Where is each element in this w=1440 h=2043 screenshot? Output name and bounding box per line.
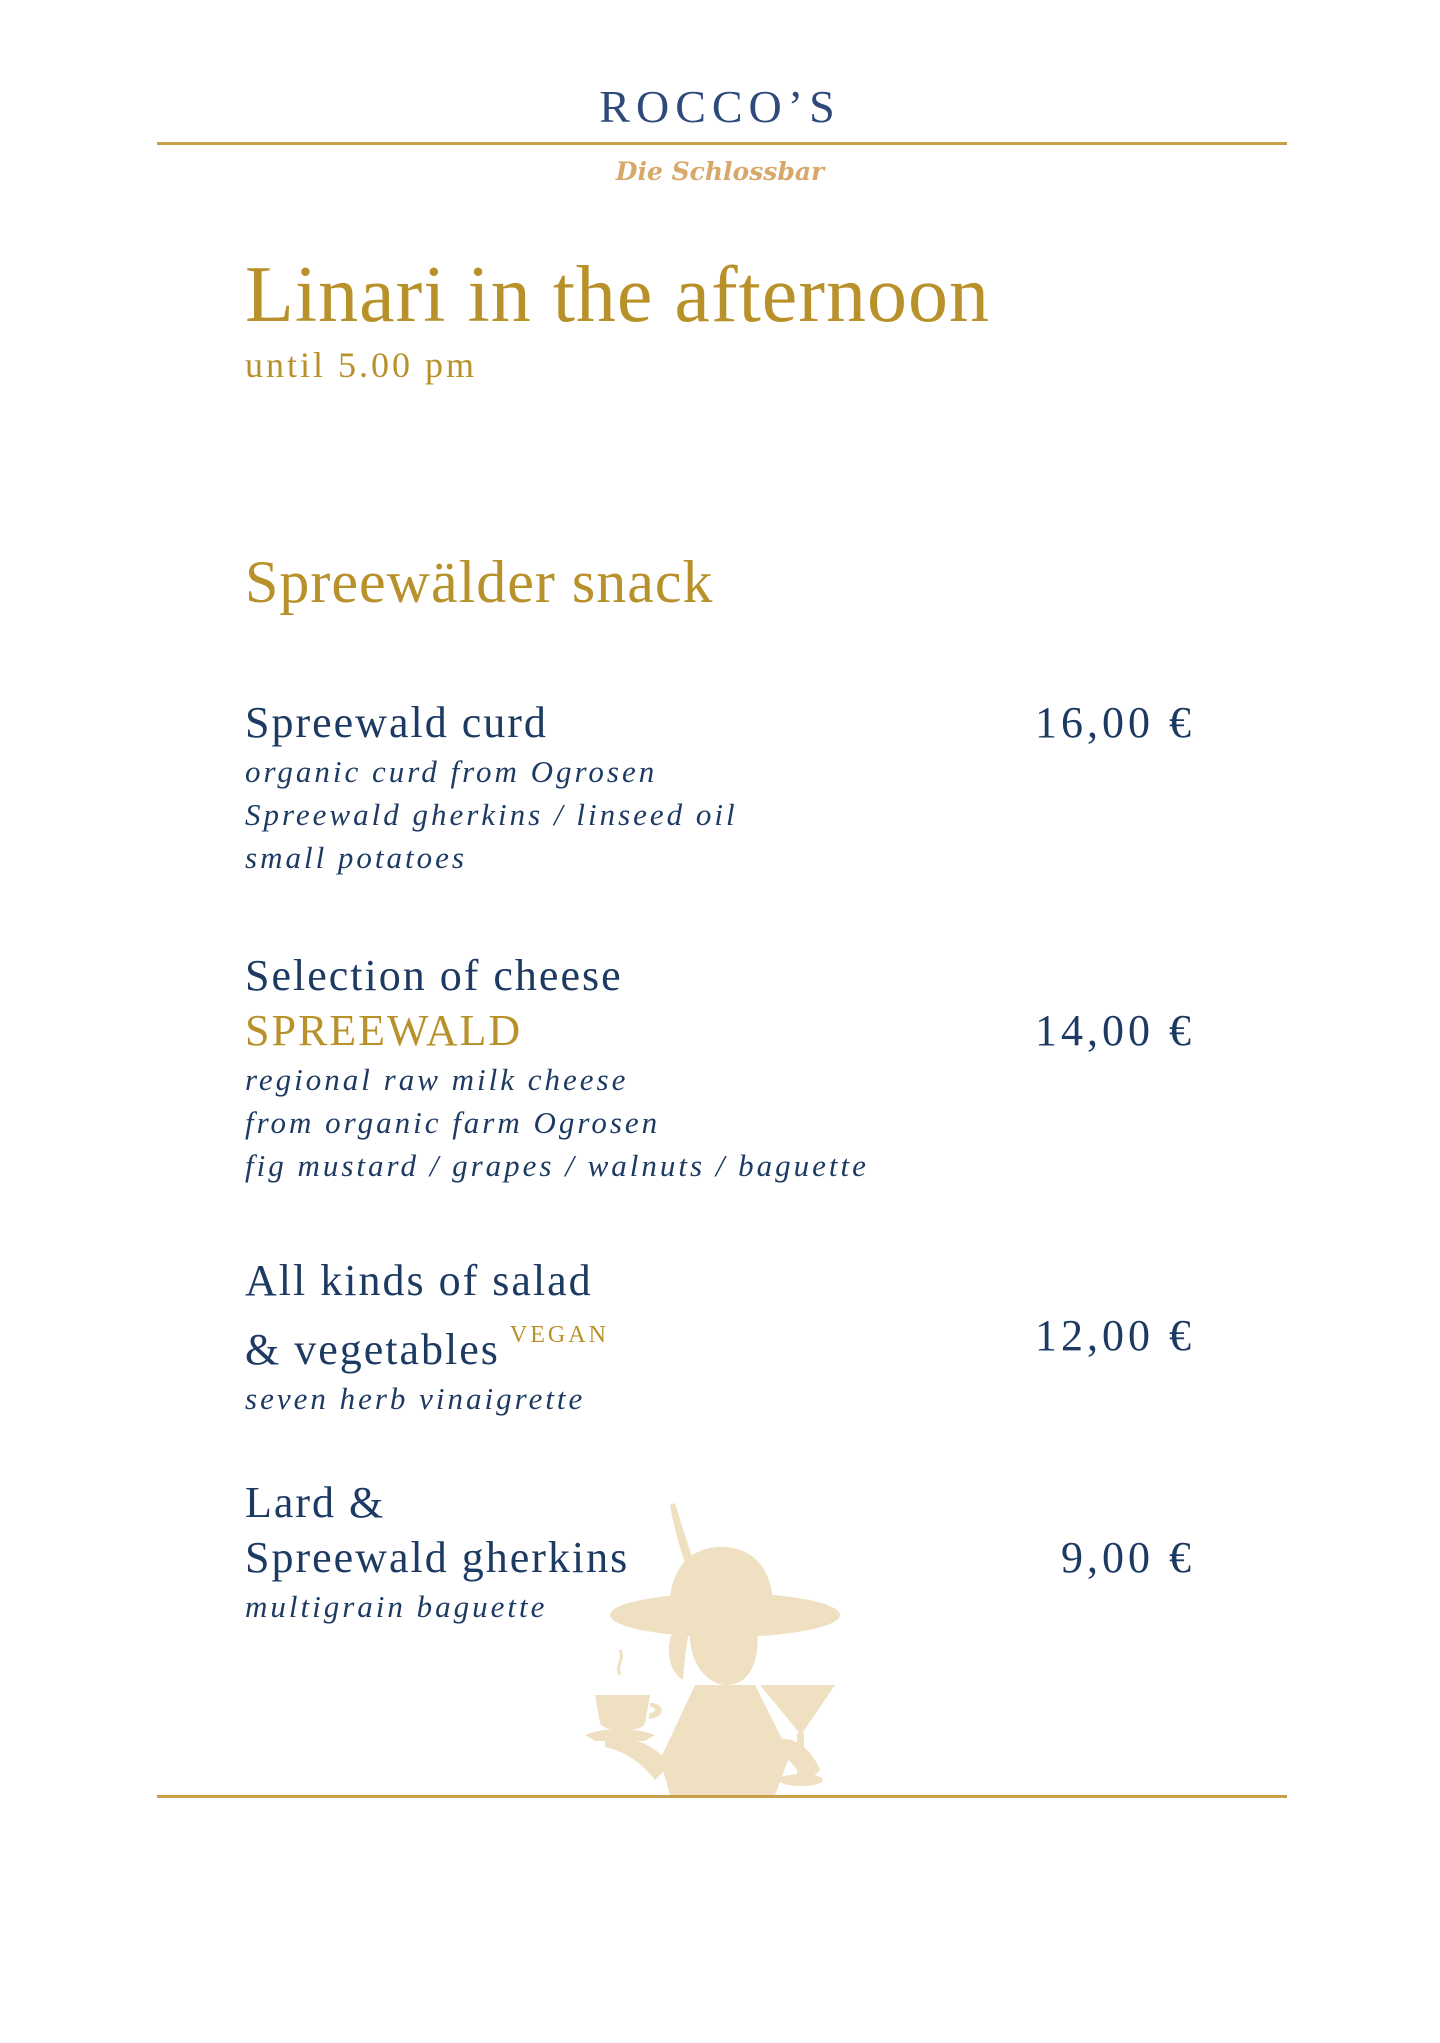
item-description-line: multigrain baguette <box>245 1589 548 1624</box>
item-price: 12,00 € <box>1035 1311 1195 1360</box>
top-divider <box>157 142 1287 145</box>
section-title: Spreewälder snack <box>245 549 714 615</box>
brand-tagline: Die Schlossbar <box>615 157 825 186</box>
item-name-line-2: Spreewald gherkins <box>245 1533 630 1582</box>
item-name: Selection of cheese <box>245 951 623 1000</box>
menu-item <box>245 948 1195 1187</box>
item-description-line: regional raw milk cheese <box>245 1062 629 1097</box>
item-description-line: Spreewald gherkins / linseed oil <box>245 797 738 832</box>
menu-item <box>245 695 1195 879</box>
item-price: 16,00 € <box>1035 698 1195 747</box>
item-price: 9,00 € <box>1061 1533 1195 1582</box>
page-title: Linari in the afternoon <box>245 251 990 339</box>
item-origin: SPREEWALD <box>245 1006 523 1055</box>
item-description-line: seven herb vinaigrette <box>245 1381 586 1416</box>
page-subtitle: until 5.00 pm <box>245 345 478 385</box>
item-description-line: fig mustard / grapes / walnuts / baguette <box>245 1148 869 1183</box>
item-name: Lard & <box>245 1478 386 1527</box>
vegan-badge: VEGAN <box>509 1322 609 1348</box>
item-description-line: organic curd from Ogrosen <box>245 754 658 789</box>
lady-with-hat-and-cocktail-illustration <box>575 1495 875 1795</box>
item-description-line: small potatoes <box>245 840 467 875</box>
item-name: Spreewald curd <box>245 698 548 747</box>
bottom-divider <box>157 1795 1287 1798</box>
item-description-line: from organic farm Ogrosen <box>245 1105 661 1140</box>
item-name: All kinds of salad <box>245 1256 593 1305</box>
item-price: 14,00 € <box>1035 1006 1195 1055</box>
brand-logo: ROCCO’S <box>599 81 841 132</box>
menu-item <box>245 1253 1195 1420</box>
item-name-text: & vegetables <box>245 1325 500 1374</box>
